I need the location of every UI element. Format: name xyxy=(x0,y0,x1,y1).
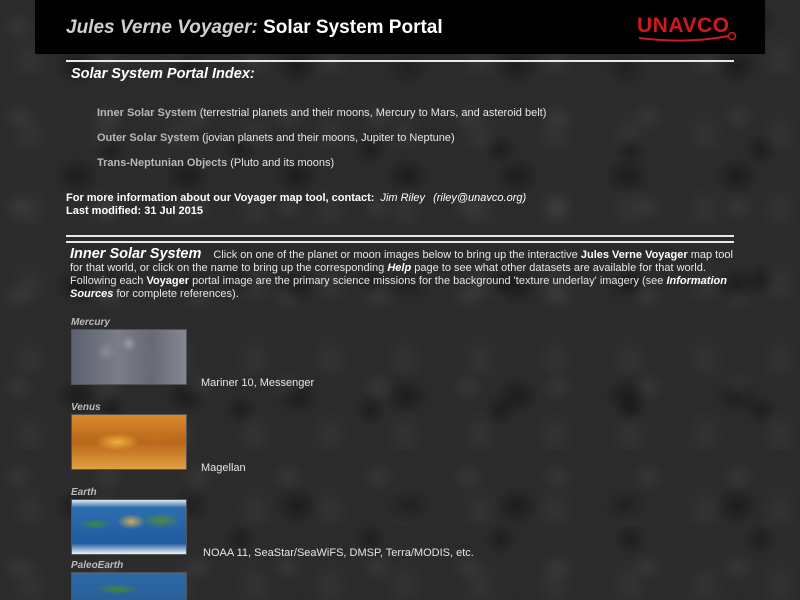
inner-solar-system-section xyxy=(70,248,740,301)
page-title-rest: Solar System Portal xyxy=(257,17,443,38)
jules-verne-voyager-text: Jules Verne Voyager xyxy=(580,249,688,261)
divider-top xyxy=(66,60,734,62)
earth-name-link[interactable]: Earth xyxy=(71,487,97,498)
index-item-outer-desc: (jovian planets and their moons, Jupiter to Neptune) xyxy=(199,132,455,144)
contact-email-link[interactable]: (riley@unavco.org) xyxy=(433,192,527,204)
inner-text-4: portal image are the primary science missions for the background 'texture underlay' imagery (see xyxy=(189,275,667,287)
divider-mid-2 xyxy=(66,241,734,243)
outer-solar-system-link[interactable]: Outer Solar System xyxy=(97,132,200,144)
logo-swoosh-icon xyxy=(637,14,737,44)
mercury-name-link[interactable]: Mercury xyxy=(71,317,110,328)
page-title-italic: Jules Verne Voyager: xyxy=(66,17,258,38)
mercury-map-image[interactable] xyxy=(71,329,187,385)
earth-missions: NOAA 11, SeaStar/SeaWiFS, DMSP, Terra/MODIS, etc. xyxy=(203,547,474,559)
header-bar xyxy=(35,0,765,54)
voyager-text: Voyager xyxy=(146,275,190,287)
portal-index-heading: Solar System Portal Index: xyxy=(71,66,255,82)
inner-solar-system-heading: Inner Solar System xyxy=(70,246,202,262)
venus-map-image[interactable] xyxy=(71,414,187,470)
index-item-inner xyxy=(97,107,546,119)
contact-name: Jim Riley xyxy=(380,192,426,204)
paleoearth-map-image[interactable] xyxy=(71,572,187,600)
venus-missions: Magellan xyxy=(201,462,246,474)
inner-text-5: for complete references). xyxy=(113,288,239,300)
index-item-tno-desc: (Pluto and its moons) xyxy=(227,157,335,169)
divider-mid-1 xyxy=(66,235,734,237)
trans-neptunian-link[interactable]: Trans-Neptunian Objects xyxy=(97,157,228,169)
inner-solar-system-link[interactable]: Inner Solar System xyxy=(97,107,197,119)
earth-map-image[interactable] xyxy=(71,499,187,555)
contact-info xyxy=(66,192,526,204)
inner-text-3: page to see what other datasets are available for that world. Following each xyxy=(70,262,706,287)
paleoearth-name-link[interactable]: PaleoEarth xyxy=(71,560,124,571)
unavco-logo-text: UNAVCO xyxy=(637,14,730,37)
page-title xyxy=(66,17,443,39)
unavco-logo[interactable] xyxy=(637,14,737,44)
inner-text-2: map tool for that world, or click on the name to bring up the corresponding xyxy=(70,249,733,274)
help-link[interactable]: Help xyxy=(387,262,412,274)
index-item-tno xyxy=(97,157,334,169)
last-modified: Last modified: 31 Jul 2015 xyxy=(66,205,203,217)
inner-text-1: Click on one of the planet or moon images below to bring up the interactive xyxy=(213,249,581,261)
index-item-inner-desc: (terrestrial planets and their moons, Mercury to Mars, and asteroid belt) xyxy=(196,107,547,119)
mercury-missions: Mariner 10, Messenger xyxy=(201,377,315,389)
contact-label: For more information about our Voyager map tool, contact: xyxy=(66,192,375,204)
index-item-outer xyxy=(97,132,455,144)
information-sources-link[interactable]: Information Sources xyxy=(70,275,727,300)
venus-name-link[interactable]: Venus xyxy=(71,402,101,413)
